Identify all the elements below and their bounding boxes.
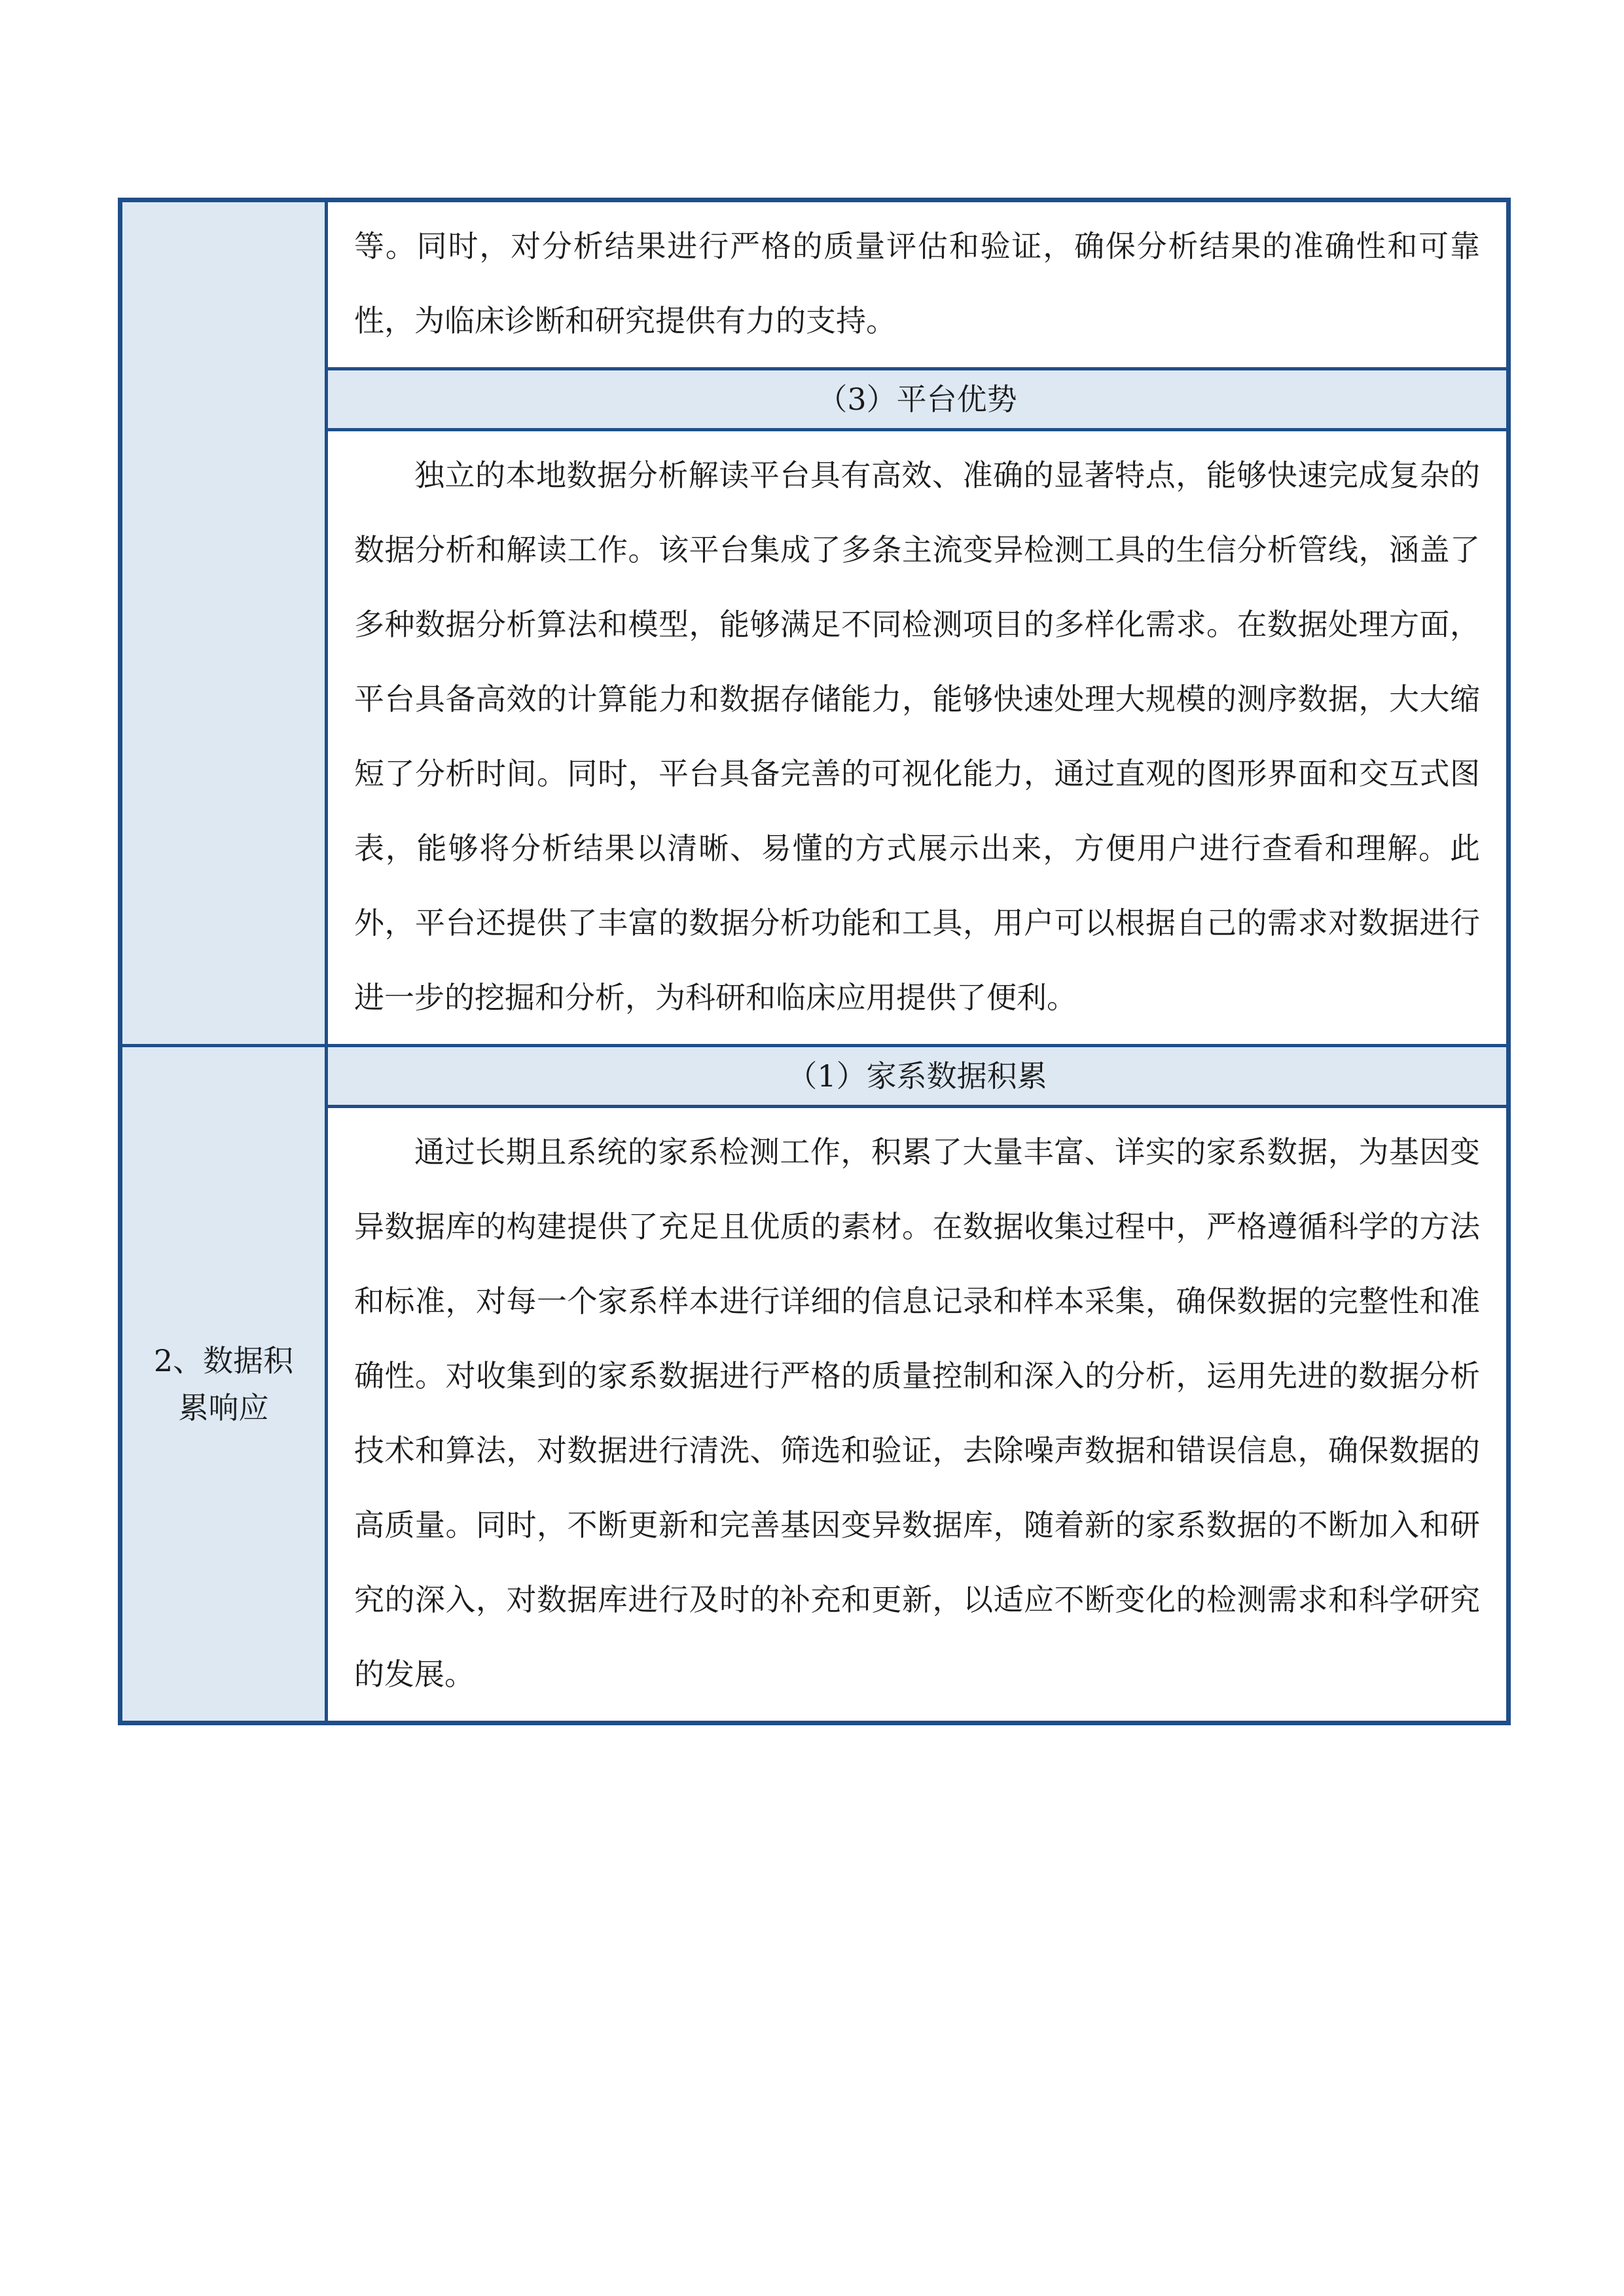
- platform-paragraph: 独立的本地数据分析解读平台具有高效、准确的显著特点，能够快速完成复杂的数据分析和解读工作。该平台集成了多条主流变异检测工具的生信分析管线，涵盖了多种数据分析算法和模型，能够满足不同检测项目的多样化需求。在数据处理方面，平台具备高效的计算能力和数据存储能力，能够快速处理大规模的测序数据，大大缩短了分析时间。同时，平台具备完善的可视化能力，通过直观的图形界面和交互式图表，能够将分析结果以清晰、易懂的方式展示出来，方便用户进行查看和理解。此外，平台还提供了丰富的数据分析功能和工具，用户可以根据自己的需求对数据进行进一步的挖掘和分析，为科研和临床应用提供了便利。: [354, 457, 1480, 1015]
- table-row: [120, 200, 1509, 369]
- continuation-paragraph: 等。同时，对分析结果进行严格的质量评估和验证，确保分析结果的准确性和可靠性，为临床诊断和研究提供有力的支持。: [354, 228, 1480, 338]
- table-row: [120, 369, 1509, 430]
- table-row: [120, 1107, 1509, 1723]
- section-label-cell-1: [120, 200, 327, 1046]
- document-table: [118, 198, 1511, 1725]
- platform-text-cell: [327, 430, 1509, 1046]
- family-data-paragraph: 通过长期且系统的家系检测工作，积累了大量丰富、详实的家系数据，为基因变异数据库的构建提供了充足且优质的素材。在数据收集过程中，严格遵循科学的方法和标准，对每一个家系样本进行详细的信息记录和样本采集，确保数据的完整性和准确性。对收集到的家系数据进行严格的质量控制和深入的分析，运用先进的数据分析技术和算法，对数据进行清洗、筛选和验证，去除噪声数据和错误信息，确保数据的高质量。同时，不断更新和完善基因变异数据库，随着新的家系数据的不断加入和研究的深入，对数据库进行及时的补充和更新，以适应不断变化的检测需求和科学研究的发展。: [354, 1134, 1480, 1692]
- table-row: [120, 1046, 1509, 1107]
- section-label-cell-2: [120, 1046, 327, 1723]
- subsection-heading-family-data: （1）家系数据积累: [327, 1046, 1509, 1107]
- family-data-text-cell: [327, 1107, 1509, 1723]
- table-row: [120, 430, 1509, 1046]
- continuation-text-cell: [327, 200, 1509, 369]
- section-label-2: 2、数据积累响应: [153, 1342, 294, 1426]
- subsection-heading-platform: （3）平台优势: [327, 369, 1509, 430]
